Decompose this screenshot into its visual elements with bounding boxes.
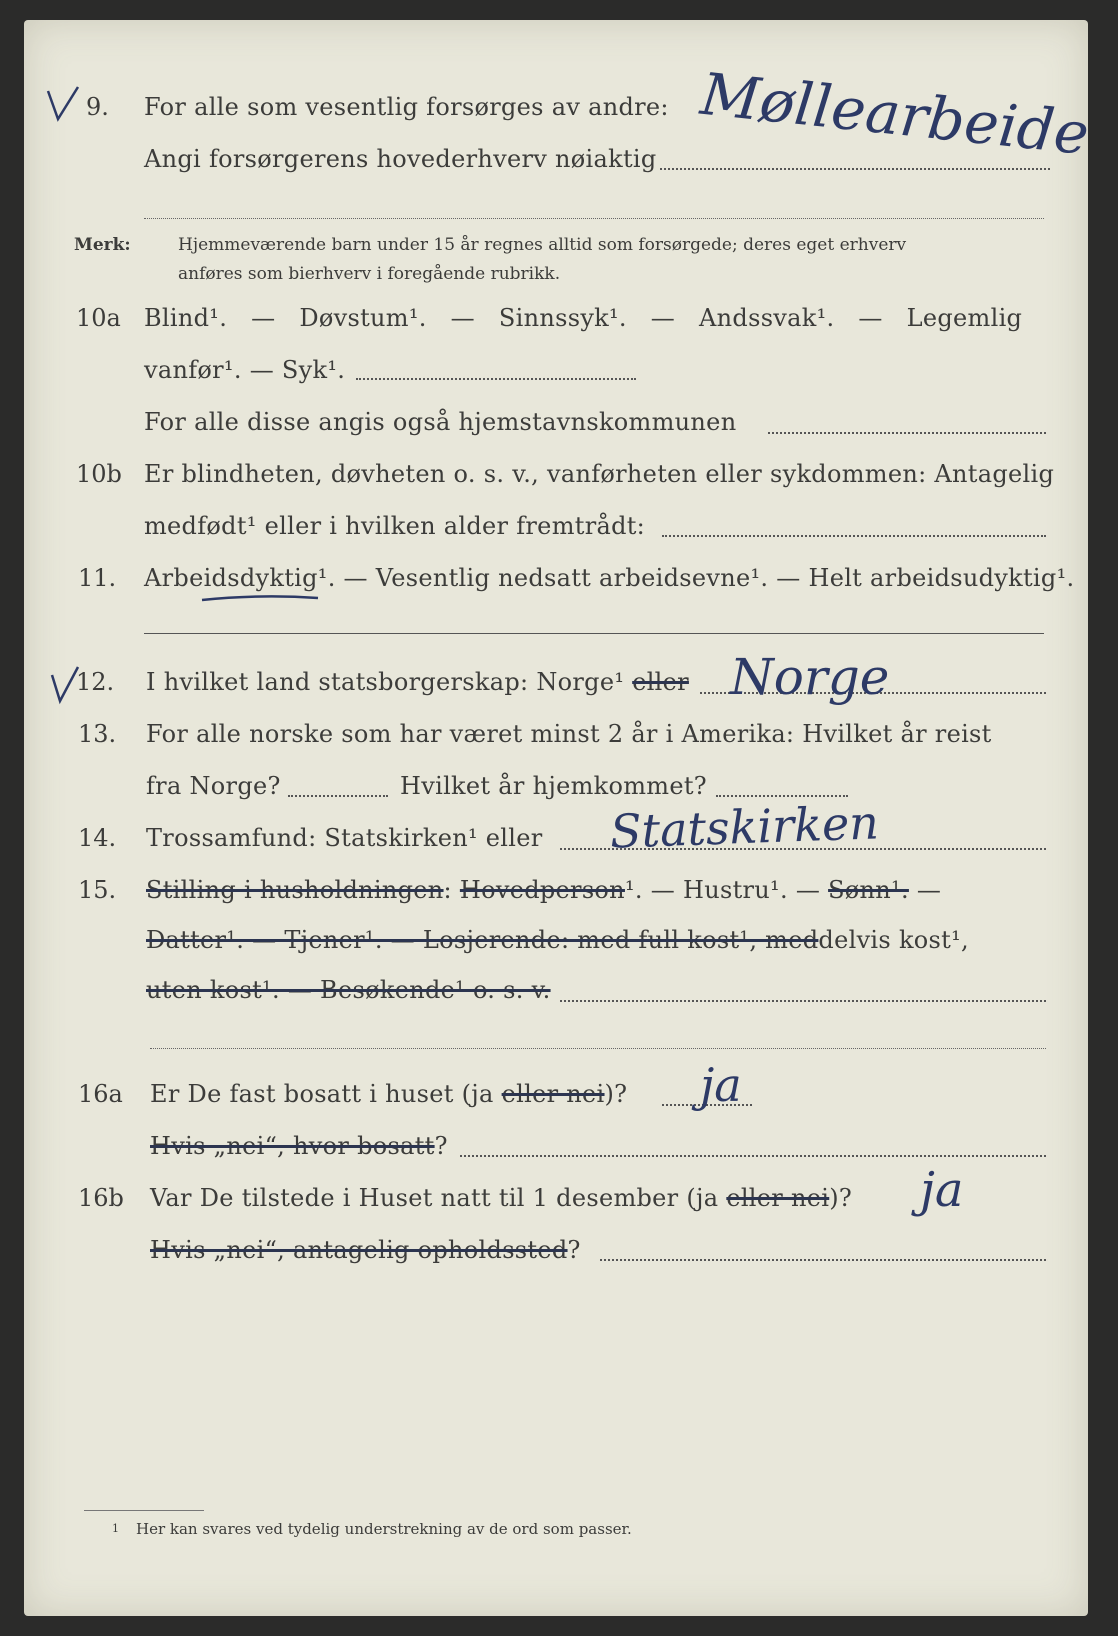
footnote-mark: 1 (112, 1522, 119, 1535)
section-divider (144, 218, 1044, 219)
q16b-answer: ja (920, 1162, 964, 1218)
q15-rest-1: ¹. — Hustru¹. — (624, 876, 821, 904)
q10b-number: 10b (76, 460, 122, 488)
q16b-number: 16b (78, 1184, 124, 1212)
q15-line1 (146, 876, 941, 904)
q15-struck-3: Sønn¹. (828, 876, 909, 904)
q15-line3 (146, 976, 551, 1004)
q16a-struck-2: Hvis „nei“, hvor bosatt (150, 1132, 435, 1160)
q16a-number: 16a (78, 1080, 123, 1108)
q16a-struck: eller nei (501, 1080, 605, 1108)
q15-answer-line (560, 1000, 1046, 1002)
q15-struck-2: Hovedperson (459, 876, 625, 904)
q16a-line1b: )? (604, 1080, 628, 1108)
section-divider (144, 633, 1044, 634)
q12-answer: Norge (730, 648, 890, 706)
merk-line1: Hjemmeværende barn under 15 år regnes alltid som forsørgede; deres eget erhverv (178, 235, 907, 255)
q15-colon: : (443, 876, 452, 904)
q16a-line2b: ? (434, 1132, 448, 1160)
q10a-number: 10a (76, 304, 121, 332)
q12-number: 12. (76, 668, 115, 696)
q16b-line2b: ? (567, 1236, 581, 1264)
footnote-rule (84, 1510, 204, 1511)
q10b-line1: Er blindheten, døvheten o. s. v., vanførheten eller sykdommen: Antagelig (144, 460, 1055, 488)
q15-line2 (146, 926, 969, 954)
q11-number: 11. (78, 564, 117, 592)
q13-number: 13. (78, 720, 117, 748)
q14-text: Trossamfund: Statskirken¹ eller (146, 824, 543, 852)
q16b-opholdssted-line (600, 1259, 1046, 1261)
q15-struck-4: Datter¹. — Tjener¹. — Losjerende: med full kost¹, med (146, 926, 819, 954)
q16a-line1a: Er De fast bosatt i huset (ja (150, 1080, 494, 1108)
q13-line1: For alle norske som har været minst 2 år i Amerika: Hvilket år reist (146, 720, 992, 748)
merk-line2: anføres som bierhverv i foregående rubrikk. (178, 264, 561, 284)
q16a-bosatt-line (460, 1155, 1046, 1157)
q15-end-1: — (916, 876, 942, 904)
q10b-line2: medfødt¹ eller i hvilken alder fremtrådt: (144, 512, 646, 540)
merk-label: Merk: (74, 235, 131, 255)
q16a-answer: ja (700, 1058, 742, 1112)
q16a-line1 (150, 1080, 627, 1108)
q10a-line2: vanfør¹. — Syk¹. (144, 356, 346, 384)
q15-struck-5: uten kost¹. — Besøkende¹ o. s. v. (146, 976, 551, 1004)
q16b-struck-2: Hvis „nei“, antagelig opholdssted (150, 1236, 568, 1264)
q15-number: 15. (78, 876, 117, 904)
q13-line2a: fra Norge? (146, 772, 281, 800)
q16a-line2 (150, 1132, 448, 1160)
q10a-kommune-line (768, 432, 1046, 434)
q13-line2b: Hvilket år hjemkommet? (400, 772, 707, 800)
q12-line (146, 668, 689, 696)
q10a-answer-line (356, 378, 636, 380)
q14-number: 14. (78, 824, 117, 852)
q16b-struck: eller nei (726, 1184, 830, 1212)
q10b-answer-line (662, 535, 1046, 537)
q16b-line1b: )? (829, 1184, 853, 1212)
form-sheet (24, 20, 1088, 1616)
check-mark-9 (44, 85, 84, 125)
q10a-line3: For alle disse angis også hjemstavnskommunen (144, 408, 737, 436)
q15-rest-2: delvis kost¹, (818, 926, 969, 954)
q15-struck-1: Stilling i husholdningen (146, 876, 444, 904)
footnote-text: Her kan svares ved tydelig understrekning av de ord som passer. (136, 1520, 632, 1538)
q12-struck: eller (632, 668, 689, 696)
section-divider (150, 1048, 1046, 1049)
q9-line2: Angi forsørgerens hovederhverv nøiaktig (144, 145, 657, 173)
q12-text: I hvilket land statsborgerskap: Norge¹ (146, 668, 625, 696)
q16b-line1a: Var De tilstede i Huset natt til 1 desember (ja (150, 1184, 719, 1212)
q9-number: 9. (86, 93, 109, 121)
q16b-line1 (150, 1184, 852, 1212)
q11-underline-mark (200, 590, 320, 606)
q13-reist-line (288, 795, 388, 797)
q16b-line2 (150, 1236, 581, 1264)
q10a-line1: Blind¹. — Døvstum¹. — Sinnssyk¹. — Andssvak¹. — Legemlig (144, 304, 1023, 332)
q14-answer: Statskirken (609, 795, 880, 859)
q9-answer-line (660, 168, 1050, 170)
q9-answer: Møllearbeide (697, 59, 1092, 169)
q9-line1: For alle som vesentlig forsørges av andre: (144, 93, 669, 121)
q11-line1: Arbeidsdyktig¹. — Vesentlig nedsatt arbeidsevne¹. — Helt arbeidsudyktig¹. (144, 564, 1075, 592)
